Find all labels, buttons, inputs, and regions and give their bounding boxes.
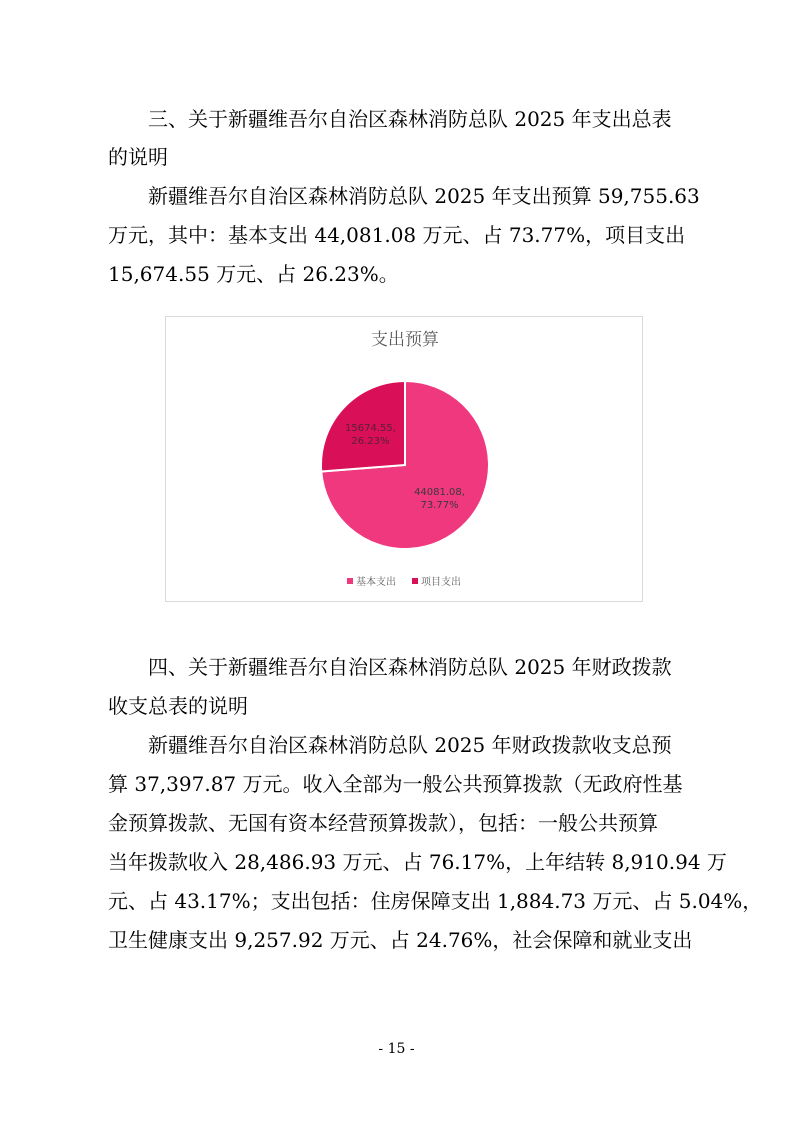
section4-para-line3: 金预算拨款、无国有资本经营预算拨款），包括：一般公共预算 <box>108 811 658 835</box>
section4-heading-line1: 四、关于新疆维吾尔自治区森林消防总队 2025 年财政拨款 <box>148 655 672 679</box>
slice-label-value-1: 44081.08, <box>414 486 465 498</box>
section4-para-line6: 卫生健康支出 9,257.92 万元、占 24.76%，社会保障和就业支出 <box>108 928 693 952</box>
pie-chart-svg <box>166 317 644 603</box>
section3-para-line2: 万元，其中：基本支出 44,081.08 万元、占 73.77%，项目支出 <box>108 223 686 247</box>
slice-label-percent-2: 26.23% <box>351 436 390 448</box>
slice-label-percent-1: 73.77% <box>420 499 459 511</box>
section3-para-line3: 15,674.55 万元、占 26.23%。 <box>108 262 399 286</box>
page-number: - 15 - <box>378 1041 415 1057</box>
section4-para-line1: 新疆维吾尔自治区森林消防总队 2025 年财政拨款收支总预 <box>148 733 672 757</box>
section3-para-line1: 新疆维吾尔自治区森林消防总队 2025 年支出预算 59,755.63 <box>148 184 700 208</box>
section3-heading-line1: 三、关于新疆维吾尔自治区森林消防总队 2025 年支出总表 <box>148 107 672 131</box>
section4-para-line2: 算 37,397.87 万元。收入全部为一般公共预算拨款（无政府性基 <box>108 772 683 796</box>
section4-heading-line2: 收支总表的说明 <box>108 694 248 718</box>
legend-label-1: 基本支出 <box>356 577 396 588</box>
chart-title: 支出预算 <box>371 330 439 350</box>
pie-chart <box>165 316 643 602</box>
legend-swatch-2 <box>412 578 418 584</box>
slice-label-value-2: 15674.55, <box>345 423 396 435</box>
legend-swatch-1 <box>347 578 353 584</box>
section4-para-line4: 当年拨款收入 28,486.93 万元、占 76.17%，上年结转 8,910.94 万 <box>108 850 727 874</box>
legend-label-2: 项目支出 <box>421 577 461 588</box>
section3-heading-line2: 的说明 <box>108 145 168 169</box>
section4-para-line5: 元、占 43.17%；支出包括：住房保障支出 1,884.73 万元、占 5.04%， <box>108 889 763 913</box>
